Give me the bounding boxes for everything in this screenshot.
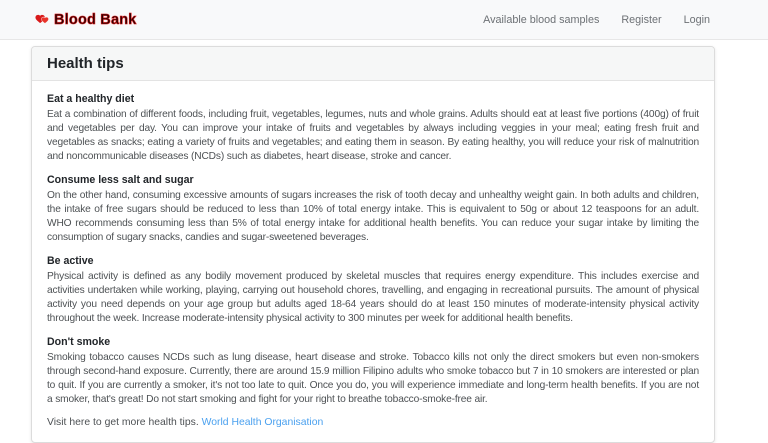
tip-heading: Consume less salt and sugar (47, 174, 194, 186)
footer-text: Visit here to get more health tips. (47, 417, 199, 428)
nav-links (483, 14, 710, 26)
footer-note (47, 416, 699, 430)
nav-link-available-blood-samples[interactable]: Available blood samples (483, 13, 600, 26)
brand-title: Blood Bank (54, 11, 137, 28)
brand-link[interactable] (35, 12, 137, 28)
tip-text: Physical activity is defined as any bodily movement produced by skeletal muscles that requires energy expenditure. This includes exercise and activities undertaken while working, playing, carrying out household chores, travelling, and engaging in recreational pursuits. The amount of physical activity you need depends on your age group but adults aged 18-64 years should do at least 150 minutes of moderate-intensity physical activity throughout the week. Increase moderate-intensity physical activity to 300 minutes per week for additional health benefits. (47, 271, 699, 324)
card-header (32, 47, 714, 81)
tip-section-less-salt-sugar (47, 173, 699, 245)
page-title: Health tips (47, 55, 124, 72)
nav-link-register[interactable]: Register (621, 13, 662, 26)
tip-text: Eat a combination of different foods, including fruit, vegetables, legumes, nuts and whole grains. Adults should eat at least five portions (400g) of fruit and vegetables per day. You can improve your intake of fruits and vegetables by always including veggies in your meal; eating fresh fruit and vegetables as snacks; eating a variety of fruits and vegetables; and eating them in season. By eating healthy, you will reduce your risk of malnutrition and noncommunicable diseases (NCDs) such as diabetes, heart disease, stroke and cancer. (47, 109, 699, 162)
tip-text: Smoking tobacco causes NCDs such as lung disease, heart disease and stroke. Tobacco kills not only the direct smokers but even non-smokers through second-hand exposure. Currently, there are around 15.9 million Filipino adults who smoke tobacco but 7 in 10 smokers are interested or plan to quit. If you are currently a smoker, it's not too late to quit. Once you do, you will experience immediate and long-term health benefits. If you are not a smoker, that's great! Do not start smoking and fight for your right to breathe tobacco-smoke-free air. (47, 352, 699, 405)
tip-section-eat-healthy (47, 92, 699, 164)
card-body (32, 81, 714, 442)
tip-heading: Don't smoke (47, 336, 111, 348)
tip-section-be-active (47, 254, 699, 326)
health-tips-card (31, 46, 715, 443)
navbar (0, 0, 768, 40)
blood-hearts-icon (35, 13, 50, 27)
tip-section-dont-smoke (47, 335, 699, 407)
tip-text: On the other hand, consuming excessive amounts of sugars increases the risk of tooth decay and unhealthy weight gain. In both adults and children, the intake of free sugars should be reduced to less than 10% of total energy intake. This is equivalent to 50g or about 12 teaspoons for an adult. WHO recommends consuming less than 5% of total energy intake for additional health benefits. You can reduce your sugar intake by limiting the consumption of sugary snacks, candies and sugar-sweetened beverages. (47, 190, 699, 243)
nav-link-login[interactable]: Login (683, 13, 710, 26)
tip-heading: Eat a healthy diet (47, 93, 135, 105)
who-link[interactable]: World Health Organisation (201, 417, 324, 428)
tip-heading: Be active (47, 255, 94, 267)
